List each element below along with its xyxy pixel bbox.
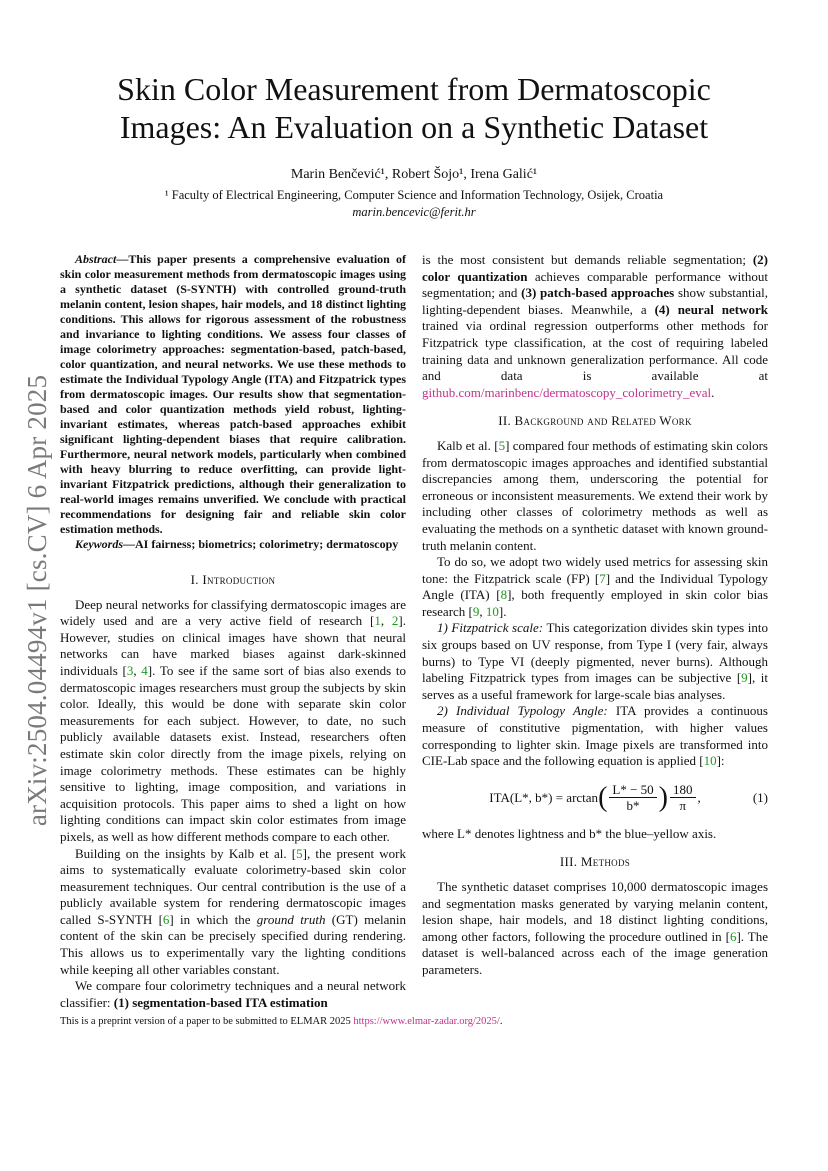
intro-paragraph-3: We compare four colorimetry techniques and a neural network classifier: (1) segmentation-based ITA estimation (60, 978, 406, 1010)
left-column (60, 252, 406, 1011)
methods-heading: III. Methods (559, 854, 631, 870)
ita-equation: ITA(L*, b*) = arctan ( $\frac{L* - 50}{b*}$ ) $\frac{180}{\pi}$ , (1) (489, 781, 768, 814)
arxiv-id: arXiv:2504.04494v1 [cs.CV] 6 Apr 2025 (22, 374, 53, 826)
citation-link[interactable]: 9 (741, 670, 748, 686)
citation-link[interactable]: 5 (498, 437, 506, 453)
citation-link[interactable]: 10 (485, 603, 499, 619)
citation-link[interactable]: 4 (141, 662, 148, 678)
right-column (422, 252, 768, 979)
abstract-label: Abstract (75, 252, 117, 266)
background-heading: II. Background and Related Work (498, 413, 692, 429)
author-email: marin.bencevic@ferit.hr (352, 205, 476, 219)
keywords-label: Keywords (75, 537, 123, 551)
keywords-text: —AI fairness; biometrics; colorimetry; dermatoscopy (123, 537, 399, 551)
citation-link[interactable]: 5 (296, 845, 303, 861)
ita-paragraph: 2) Individual Typology Angle: ITA provides a continuous measure of constitutive pigmentation, with higher values corresponding to lighter skin. Image pixels are transformed into CIE-Lab space and the following equation is applied [10]: (422, 703, 768, 769)
authors: Marin Benčević¹, Robert Šojo¹, Irena Galić¹ (290, 167, 538, 182)
equation-explanation: where L* denotes lightness and b* the blue–yellow axis. (422, 825, 717, 841)
citation-link[interactable]: 6 (729, 928, 737, 944)
affiliation: ¹ Faculty of Electrical Engineering, Computer Science and Information Technology, Osijek, Croatia (164, 188, 664, 202)
intro-paragraph-3-cont: is the most consistent but demands reliable segmentation; (2) color quantization achieves comparable performance without segmentation; and (3) patch-based approaches show substantial, lighting-dependent biases. Meanwhile, a (4) neural network trained via ordinal regression outperforms other methods for Fitzpatrick type classification, at the cost of requiring labeled training data and unknown generalization performance. All code and data is available at github.com/marinbenc/dermatoscopy_colorimetry_eval. (422, 252, 768, 400)
citation-link[interactable]: 9 (472, 603, 480, 619)
fitzpatrick-paragraph: 1) Fitzpatrick scale: This categorization divides skin types into six groups based on UV response, from Type I (very fair, always burns) to Type VI (deeply pigmented, never burns). Although labeling Fitzpatrick types from images can be subjective [9], it serves as a useful framework for large-scale bias analyses. (422, 620, 768, 702)
keywords (60, 537, 406, 552)
arxiv-sidebar (18, 360, 58, 840)
intro-paragraph-1: Deep neural networks for classifying dermatoscopic images are widely used and are a very active field of research [1, 2]. However, studies on clinical images have shown that neural networks can have marked biases against dark-skinned individuals [3, 4]. To see if the same sort of bias also exends to dermatoscopic images researchers must group the subjects by skin color. Ideally, this would be done with separate skin color measurements for each subject. However, to date, no such publicly available datasets exist. Instead, researchers often estimate skin color directly from the image pixels, relying on image colorimetry methods. These estimates can be highly sensitive to lighting, image composition, and variations in acquisition protocols. This paper aims to shed a light on how lighting conditions can impact skin color estimates from image pixels, as well as how different methods compare to each other. (60, 596, 407, 844)
code-link[interactable]: github.com/marinbenc/dermatoscopy_colorimetry_eval (422, 384, 712, 400)
citation-link[interactable]: 6 (162, 911, 170, 927)
abstract-text: —This paper presents a comprehensive evaluation of skin color measurement methods from dermatoscopic images using a synthetic dataset (S-SYNTH) with controlled ground-truth melanin content, lesion shapes, hair models, and 18 distinct lighting conditions. This allows for rigorous assessment of the robustness and invariance to lighting conditions. We assess four classes of image colorimetry approaches: segmentation-based, patch-based, color quantization, and neural networks. We use these methods to estimate the Individual Typology Angle (ITA) and Fitzpatrick types from dermatoscopic images. Our results show that segmentation-based and color quantization methods yield robust, lighting-invariant estimates, whereas patch-based approaches exhibit significant lighting-dependent biases that require calibration. Furthermore, neural network models, particularly when combined with heavy blurring to reduce overfitting, can provide light-invariant Fitzpatrick predictions, although their generalization to real-world images remains unverified. We conclude with practical recommendations for designing fair and reliable skin color estimation methods. (60, 252, 406, 536)
intro-heading: I. Introduction (190, 572, 276, 587)
paper-title (60, 70, 768, 146)
equation-number: (1) (752, 789, 768, 805)
citation-link[interactable]: 8 (500, 587, 508, 603)
equation-fraction-2: $\frac{180}{\pi}$ (670, 782, 696, 813)
equation-lhs: ITA(L*, b*) = arctan (489, 789, 599, 805)
footnote-link[interactable]: https://www.elmar-zadar.org/2025/ (353, 1016, 500, 1027)
intro-paragraph-2: Building on the insights by Kalb et al. [5], the present work aims to systematically evaluate colorimetry-based skin color measurement techniques. Our central contribution is the use of a publicly available system for rendering dermatoscopic images called S-SYNTH [6] in which the ground truth (GT) melanin content of the skin can be precisely specified during rendering. This allows us to experimentally vary the lighting conditions while keeping all other variables constant. (60, 845, 406, 977)
title-line-2: Images: An Evaluation on a Synthetic Dataset (119, 109, 709, 145)
title-line-1: Skin Color Measurement from Dermatoscopic (117, 71, 711, 107)
background-paragraph-1: Kalb et al. [5] compared four methods of estimating skin colors from dermatoscopic images approaches and identified substantial discrepancies among them, underscoring the potential for erroneous or inconsistent measurements. We extend their work by including other classes of colorimetry methods as well as evaluating the methods on a synthetic dataset with known ground-truth melanin content. (422, 437, 768, 553)
citation-link[interactable]: 10 (703, 753, 717, 769)
citation-link[interactable]: 1 (374, 613, 381, 629)
background-paragraph-2: To do so, we adopt two widely used metrics for assessing skin tone: the Fitzpatrick scale (FP) [7] and the Individual Typology Angle (ITA) [8], both frequently employed in skin color bias research [9, 10]. (422, 554, 769, 619)
citation-link[interactable]: 7 (599, 570, 606, 586)
methods-paragraph-1: The synthetic dataset comprises 10,000 dermatoscopic images and segmentation masks generated by varying melanin content, lesion shape, hair models, and 18 distinct lighting conditions, among other factors, following the procedure outlined in [6]. The dataset is well-balanced across each of the image generation parameters. (422, 879, 768, 977)
citation-link[interactable]: 3 (126, 662, 134, 678)
equation-fraction-1: $\frac{L* - 50}{b*}$ (609, 782, 656, 813)
abstract (60, 252, 406, 537)
footnote: This is a preprint version of a paper to be submitted to ELMAR 2025 https://www.elmar-zadar.org/2025/. (60, 1016, 503, 1027)
citation-link[interactable]: 2 (391, 613, 399, 629)
